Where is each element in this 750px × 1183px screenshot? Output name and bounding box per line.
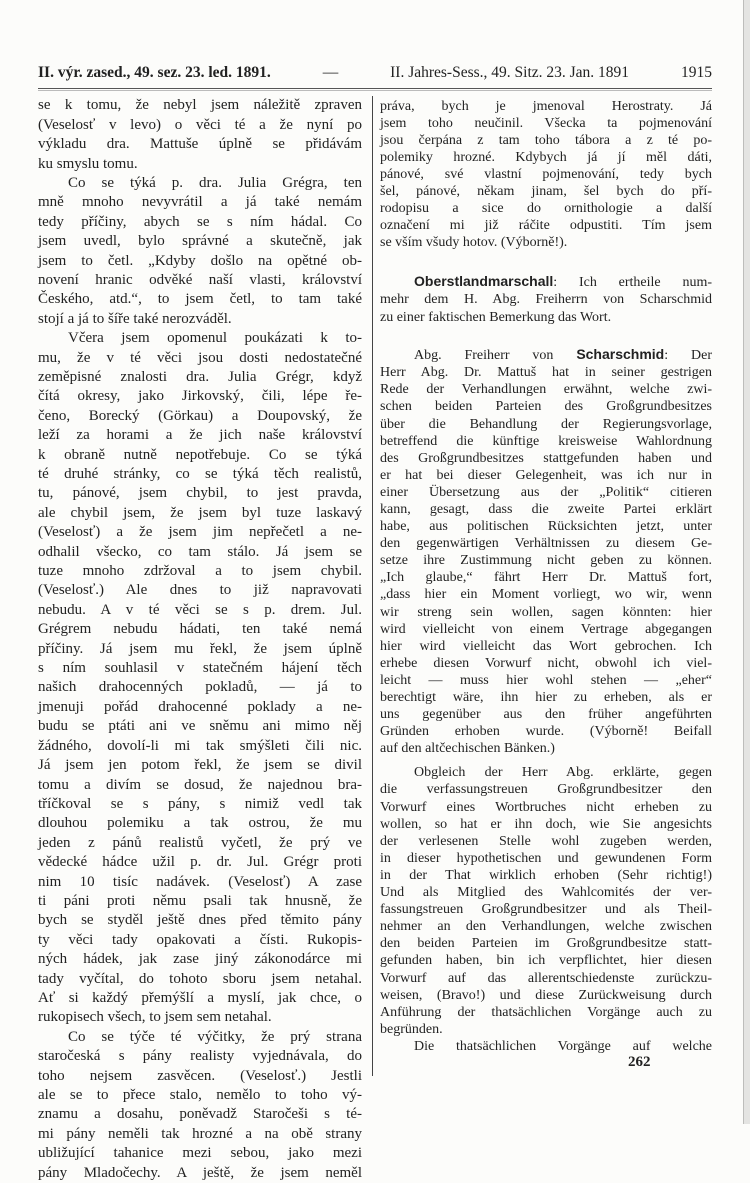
- text-line: tu, pánové, jsem chybil, to jest pravda,: [38, 485, 362, 502]
- text-line: ale se to přece stalo, nemělo to toho vý-: [38, 1087, 362, 1104]
- text-line: Ať si každý přemýšlí a myslí, jak chce, o: [38, 989, 362, 1006]
- text-segment: : Ich ertheile num-: [553, 275, 712, 291]
- text-line: staročeská s pány realisty vyjednávala, do: [38, 1048, 362, 1065]
- text-line: budu se ptáti ani ve sněmu ani mimo něj: [38, 718, 362, 735]
- text-line: ných hádek, jak zase jiný zákonodárce mi: [38, 951, 362, 968]
- text-line: jmenuji pořád drahocenné poklady a ne-: [38, 698, 362, 715]
- text-line: ti páni proti němu psali tak hnusně, že: [38, 892, 362, 909]
- text-segment: : Der: [664, 348, 712, 364]
- text-line: Vorwurf auf das allerentschiedenste zurückzu-: [380, 970, 712, 986]
- text-line: leicht — muss hier wohl stehen — „eher“: [380, 672, 712, 688]
- text-line: die verfassungstreuen Großgrundbesitzer den: [380, 782, 712, 798]
- text-line: hier wird vielleicht das Wort gebrochen. Ich: [380, 638, 712, 654]
- text-line: (Veselosť v levo) o věci té a že nyní po: [38, 116, 362, 133]
- text-line: leží za horami a že jich naše království: [38, 427, 362, 444]
- text-line: wir streng sein wollen, sagen könnten: hier: [380, 604, 712, 620]
- text-line: er hat bei dieser Gelegenheit, was ich nur in: [380, 467, 712, 483]
- text-line: Herr Abg. Dr. Mattuš hat in seiner gestrigen: [380, 365, 712, 381]
- text-line: in dieser hypothetischen und gewundenen Form: [380, 850, 712, 866]
- text-line: příčiny. Já jsem mu řekl, že jsem úplně: [38, 640, 362, 657]
- text-line: pány Mladočechy. A ještě, že jsem neměl: [38, 1164, 362, 1181]
- text-line: té druhé stránky, co se týká těch realistů,: [38, 466, 362, 483]
- text-line: šel, pánové, někam jinam, šel bych do pří-: [380, 183, 712, 199]
- text-line: auf den altčechischen Bänken.): [380, 741, 555, 757]
- text-line: Co se týče té výčitky, že prý strana: [68, 1028, 362, 1045]
- text-line: jsou čerpána z tam toho tábora a z té po-: [380, 132, 712, 148]
- text-line: über die Behandlung der Regierungsvorlage,: [380, 416, 712, 432]
- text-line: betreffend die künftige kreisweise Wahlordnung: [380, 433, 712, 449]
- sheet-number: 262: [628, 1054, 651, 1070]
- text-line: Českého, atd.“, to jsem četl, to tam také: [38, 291, 362, 308]
- paragraph: [38, 96, 362, 174]
- text-line: (Veselosť) a že jsem jim nepřečetl a ne-: [38, 524, 362, 541]
- text-line: den beiden Parteien im Großgrundbesitze statt-: [380, 936, 712, 952]
- text-line: tuze mnoho zdržoval a to jsem chybil.: [38, 563, 362, 580]
- text-line: in der That wirklich erhoben (Sehr richtig!): [380, 867, 712, 883]
- text-line: tříčkoval se s pány, s nimiž vedl tak: [38, 795, 362, 812]
- text-line: weisen, (Bravo!) und diese Zurückweisung durch: [380, 987, 712, 1003]
- speaker-name: Oberstlandmarschall: [414, 273, 554, 290]
- text-line: ty věci tady opakovati a čísti. Rukopis-: [38, 931, 362, 948]
- text-line: bych se styděl ještě dnes před těmito pány: [38, 912, 362, 929]
- text-line: se k tomu, že nebyl jsem náležitě zpraven: [38, 97, 362, 114]
- header-german: II. Jahres-Sess., 49. Sitz. 23. Jan. 1891: [390, 64, 630, 81]
- text-line: einer Übersetzung aus der „Politik“ citieren: [380, 484, 712, 500]
- text-line: Grégrem nebudu hádati, ten také nemá: [38, 621, 362, 638]
- text-line: des Großgrundbesitzes stattgefunden haben und: [380, 450, 712, 466]
- speaker-name: Scharschmid: [576, 346, 665, 363]
- text-line: ubližující tahanice mezi sebou, jako mezi: [38, 1145, 362, 1162]
- text-line: jsem uvedl, bylo správné a skutečně, jak: [38, 233, 362, 250]
- text-line: mi pány neměli tak hrozné a na obě strany: [38, 1125, 362, 1142]
- paragraph: [380, 273, 712, 325]
- text-line: wird vielleicht von einem Vertrage abgegangen: [380, 621, 712, 637]
- text-line: Vorwurf eines Wortbruches nicht erheben zu: [380, 799, 712, 815]
- text-line: Včera jsem opomenul poukázati k to-: [68, 330, 362, 347]
- text-segment: Abg. Freiherr von: [414, 348, 577, 364]
- running-header: [38, 64, 712, 82]
- text-line: stojí a já to šíře také nerozváděl.: [38, 310, 232, 327]
- header-rule: [38, 88, 712, 91]
- text-line: Co se týká p. dra. Julia Grégra, ten: [68, 174, 362, 191]
- column-german: [380, 98, 712, 1055]
- text-line: práva, bych je jmenoval Herostraty. Já: [380, 98, 712, 114]
- text-line: ku smyslu tomu.: [38, 155, 138, 172]
- text-line: s ním souhlasil v statečném hájení těch: [38, 660, 362, 677]
- column-czech: [38, 96, 362, 1183]
- text-line: odhalil všecko, co tam stálo. Já jsem se: [38, 543, 362, 560]
- text-line: novení hranic odvěké naší vlasti, království: [38, 271, 362, 288]
- text-line: čeno, Borecký (Görkau) a Doupovský, že: [38, 407, 362, 424]
- text-line: gefunden haben, bin ich verpflichtet, hier diesen: [380, 953, 712, 969]
- text-line: toho nejsem zasvěcen. (Veselosť.) Jestli: [38, 1067, 362, 1084]
- text-line: schen beiden Parteien des Großgrundbesitzes: [380, 399, 712, 415]
- text-line: Anführung der thatsächlichen Vorgänge auch zu: [380, 1004, 712, 1020]
- text-line: „dass hier ein Moment vorliegt, wo wir, wenn: [380, 587, 712, 603]
- text-line: nim 10 tisíc nadávek. (Veselosť) A zase: [38, 873, 362, 890]
- text-line: Rede der Verhandlungen erwähnt, welche zwi-: [380, 382, 712, 398]
- text-line: vědecké hádce užil p. dr. Jul. Grégr proti: [38, 854, 362, 871]
- text-line: den gegenwärtigen Verhältnissen zu diesem Ge-: [380, 536, 712, 552]
- text-line: tomu a divím se dosud, že najednou bra-: [38, 776, 362, 793]
- text-line: jsem toho neučinil. Všecka ta pojmenování: [380, 115, 712, 131]
- text-line: jeden z pánů realistů vyčetl, že prý ve: [38, 834, 362, 851]
- paragraph: [380, 1038, 712, 1055]
- text-line: (Veselosť.) Ale dnes to již napravovati: [38, 582, 362, 599]
- text-line: begründen.: [380, 1021, 443, 1037]
- text-line: mehr dem H. Abg. Freiherrn von Scharschmid: [380, 292, 712, 308]
- page-edge: [743, 0, 750, 1124]
- text-line: zu einer faktischen Bemerkung das Wort.: [380, 309, 612, 325]
- text-line: kann, gesagt, dass die zweite Partei erklärt: [380, 501, 712, 517]
- text-line: berechtigt wäre, ihn hier zu erheben, als er: [380, 690, 712, 705]
- text-line: Die thatsächlichen Vorgänge auf welche: [414, 1038, 712, 1054]
- paragraph: [38, 329, 362, 1028]
- text-line: se vším všudy hotov. (Výborně!).: [380, 235, 568, 251]
- paragraph: [380, 98, 712, 252]
- header-page-number: 1915: [680, 64, 712, 81]
- paragraph: [38, 1028, 362, 1183]
- text-line: der verlesenen Stelle wohl zugeben werden,: [380, 833, 712, 849]
- paragraph: [380, 346, 712, 757]
- text-line: rodopisu a sice do ornithologie a další: [380, 201, 712, 217]
- text-line: jsem to četl. „Kdyby došlo na opětné ob-: [38, 252, 362, 269]
- text-line: pánové, své vlastní pojmenování, tedy bych: [380, 166, 712, 182]
- paragraph: [380, 764, 712, 1038]
- text-line: ale chybil jsem, že jsem byl tuze laskavý: [38, 504, 362, 521]
- text-line: mu, že v té věci jsou dosti nedostatečné: [38, 349, 362, 366]
- text-line: žádného, dovolí-li mi tak smýšleti čili nic.: [38, 737, 362, 754]
- text-line: fassungstreuen Großgrundbesitzer und als Theil-: [380, 902, 712, 918]
- text-line: polemiky hrozné. Kdybych já jí měl dáti,: [380, 149, 712, 165]
- text-line: označení mi již ráčite odpustiti. Tím jsem: [380, 218, 712, 234]
- text-line: [380, 346, 712, 364]
- text-line: Gründen erhoben wurde. (Výborně! Beifall: [380, 724, 712, 740]
- column-divider: [372, 96, 373, 1076]
- text-line: tady vyčítal, do tohoto sboru jsem netahal.: [38, 970, 362, 987]
- header-czech: II. výr. zased., 49. sez. 23. led. 1891.: [38, 64, 271, 81]
- text-line: mně mnoho nevyvrátil a já také nemám: [38, 194, 362, 211]
- text-line: Und als Mitglied des Wahlcomités der ver-: [380, 885, 712, 901]
- text-line: erhebe diesen Vorwurf nicht, obwohl ich viel-: [380, 655, 712, 671]
- text-line: nehmer an den Verhandlungen, welche zwischen: [380, 919, 712, 935]
- text-line: našich drahocenných pokladů, — já to: [38, 679, 362, 696]
- header-separator: —: [322, 64, 339, 81]
- text-line: uns gegenüber aus den früher angeführten: [380, 707, 712, 723]
- text-line: čítá okresy, jako Jirkovský, čili, lépe ře-: [38, 388, 362, 405]
- text-line: habe, aus politischen Rücksichten jetzt, unter: [380, 519, 712, 535]
- text-line: setze ihre Zustimmung nicht geben zu können.: [380, 553, 712, 569]
- text-line: zeměpisné znalosti dra. Julia Grégr, když: [38, 368, 362, 385]
- text-line: Obgleich der Herr Abg. erklärte, gegen: [414, 765, 712, 781]
- text-line: nebudu. A v té věci se s p. drem. Jul.: [38, 601, 362, 618]
- text-line: Já jsem jen potom řekl, že jsem se divil: [38, 757, 362, 774]
- text-line: [380, 273, 712, 291]
- paragraph: [38, 174, 362, 329]
- text-line: rukopisech všech, to jsem sem netahal.: [38, 1009, 272, 1026]
- text-line: výkladu dra. Mattuše úplně se přidávám: [38, 136, 362, 153]
- text-line: znamu a dosahu, poněvadž Staročeši s té-: [38, 1106, 362, 1123]
- text-line: wollen, so hat er ihn doch, wie Sie angesichts: [380, 816, 712, 832]
- text-line: k obraně nutně nepotřebuje. Co se týká: [38, 446, 362, 463]
- text-line: tedy příčiny, abych se s ním hádal. Co: [38, 213, 362, 230]
- text-line: „Ich glaube,“ fährt Herr Dr. Mattuš fort,: [380, 570, 712, 586]
- text-line: dlouhou polemiku a tak ostrou, že mu: [38, 815, 362, 832]
